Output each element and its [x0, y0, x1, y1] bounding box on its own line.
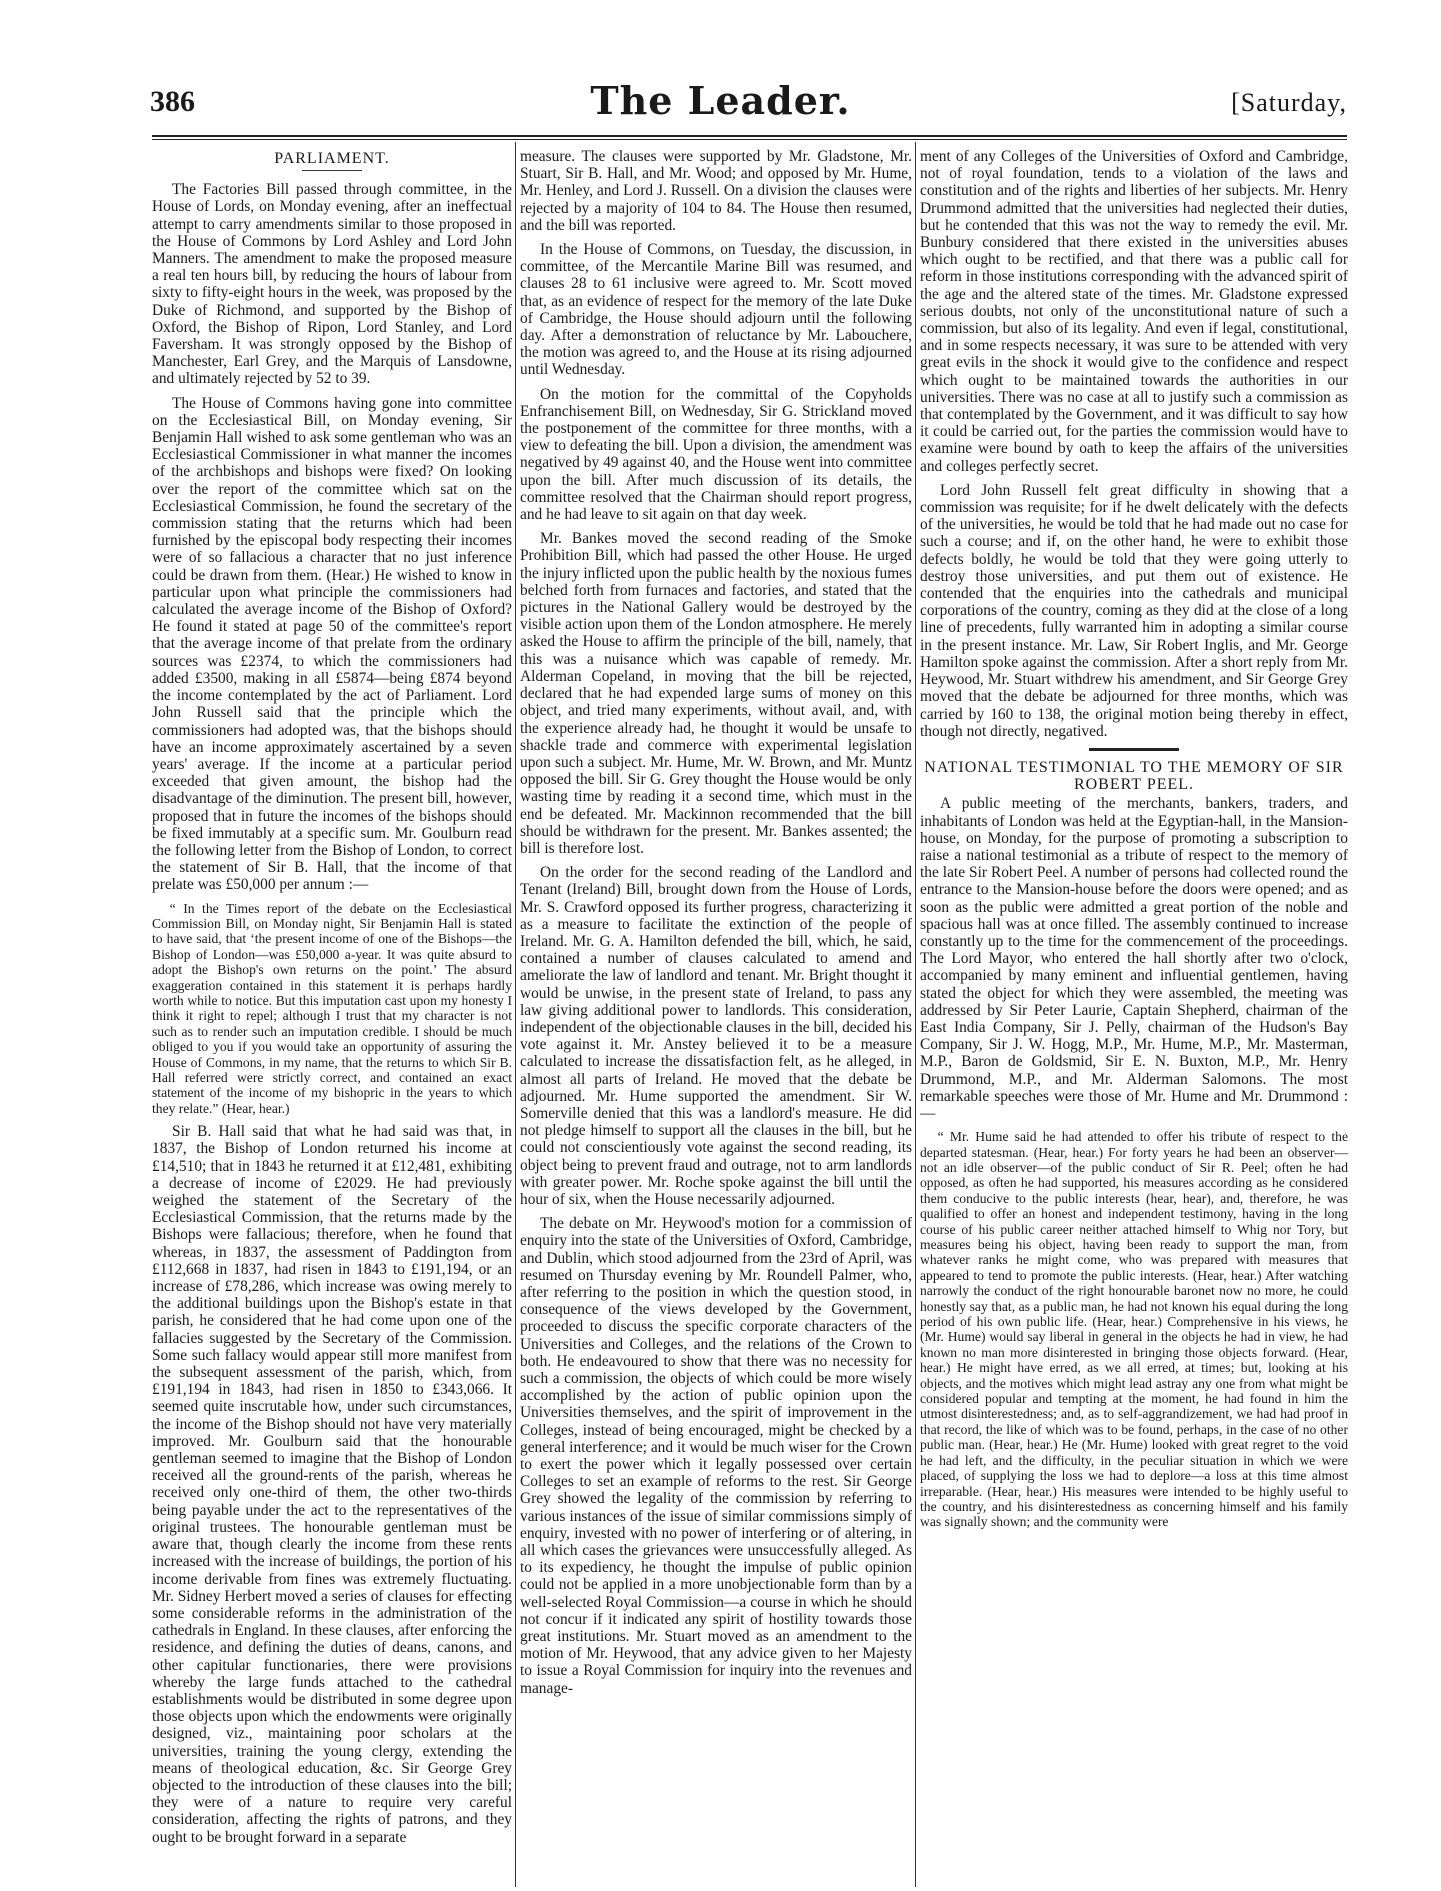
heading-rule	[302, 170, 362, 171]
header-rule-thin	[152, 139, 1347, 140]
paragraph: The House of Commons having gone into committee on the Ecclesiastical Bill, on Monday evening, Sir Benjamin Hall wished to ask some gentleman who was an Ecclesiastical Commissioner in what manner the incomes of the archbishops and bishops were fixed? On looking over the report of the committee which sat on the Ecclesiastical Commission, he found the secretary of the commission stating that the returns which had been furnished by the episcopal body respecting their incomes were of so fallacious a character that no just inference could be drawn from them. (Hear.) He wished to know in particular upon what principle the commissioners had calculated the average income of the Bishop of Oxford? He found it stated at page 50 of the committee's report that the average income of that prelate from the ordinary sources was £2374, to which the commissioners had added £3500, making in all £5874—being £874 beyond the income contemplated by the act of Parliament. Lord John Russell said that the principle which the commissioners had adopted was, that the bishops should have an income approximately ascertained by a seven years' average. If the income at a particular period exceeded that given amount, the bishop had the disadvantage of the diminution. The present bill, however, proposed that in future the incomes of the bishops should be fixed immutably at a specific sum. Mr. Goulburn read the following letter from the Bishop of London, to correct the statement of Sir B. Hall, that the income of that prelate was £50,000 per annum :—	[152, 394, 512, 894]
paragraph: ment of any Colleges of the Universities of Oxford and Cambridge, not of royal foundation, tends to a violation of the laws and constitution and of the rights and liberties of her subjects. Mr. Henry Drummond admitted that the universities had neglected their duties, but he contended that this was not the way to remedy the evil. Mr. Bunbury considered that there existed in the universities abuses which ought to be rectified, and that there was a public call for reform in those institutions corresponding with the advanced spirit of the age and the altered state of the times. Mr. Gladstone expressed serious doubts, not only of the unconstitutional nature of such a commission, but also of its legality. And even if legal, constitutional, and in some respects necessary, it was sure to be attended with very great evils in the shock it would give to the confidence and respect which ought to be maintained towards the authorities in our universities. There was no case at all to justify such a commission as that contemplated by the Government, and it was difficult to say how it could be carried out, for the parties the commission would have to examine were bound by oath to keep the affairs of the universities and colleges perfectly secret.	[920, 148, 1348, 475]
paragraph: measure. The clauses were supported by Mr. Gladstone, Mr. Stuart, Sir B. Hall, and Mr. Wood; and opposed by Mr. Hume, Mr. Henley, and Lord J. Russell. On a division the clauses were rejected by a majority of 104 to 84. The House then resumed, and the bill was reported.	[520, 148, 912, 234]
quoted-speech: “ Mr. Hume said he had attended to offer his tribute of respect to the departed statesman. (Hear, hear.) For forty years he had been an observer—not an idle observer—of the public conduct of Sir R. Peel; often he had opposed, as often he had supported, his measures according as he considered them conducive to the public interests (hear, hear), and, therefore, he was qualified to offer an honest and independent testimony, having in the long course of his public career neither attached himself to Whig nor Tory, but measures being his object, having been ready to support the man, from whatever ranks he might come, who was prepared with measures that appeared to tend to promote the public interests. (Hear, hear.) After watching narrowly the conduct of the right honourable baronet now no more, he could honestly say that, as a public man, he had not known his equal during the long period of his own public life. (Hear, hear.) Comprehensive in his views, he (Mr. Hume) would say liberal in general in the objects he had in view, he had known no man more disinterested in bringing those objects forward. (Hear, hear.) He might have erred, as we all erred, at times; but, looking at his objects, and the motives which might lead astray any one from what might be considered popular and tempting at the moment, he had found in him the utmost disinterestedness; and, as to self-aggrandizement, we had had proof in that record, the like of which was to be found, perhaps, in the case of no other public man. (Hear, hear.) He (Mr. Hume) looked with great regret to the void he had left, and the difficulty, in the peculiar situation in which we were placed, of supplying the loss we had to deplore—a loss at this time almost irreparable. (Hear, hear.) His measures were intended to be highly useful to the country, and his disinterestedness as concerning himself and his family was signally shown; and the community were	[920, 1129, 1348, 1530]
paragraph: Mr. Bankes moved the second reading of the Smoke Prohibition Bill, which had passed the other House. He urged the injury inflicted upon the public health by the noxious fumes belched forth from furnaces and factories, and stated that the pictures in the National Gallery would be destroyed by the visible action upon them of the London atmosphere. He merely asked the House to affirm the principle of the bill, namely, that this was a nuisance which was capable of remedy. Mr. Alderman Copeland, in moving that the bill be rejected, declared that he had expended large sums of money on this object, and tried many experiments, without avail, and, with the experience already had, he thought it would be unsafe to shackle trade and commerce with experimental legislation upon such a subject. Mr. Hume, Mr. W. Brown, and Mr. Muntz opposed the bill. Sir G. Grey thought the House would be only wasting time by reading it a second time, which must in the end be defeated. Mr. Mackinnon recommended that the bill should be withdrawn for the present. Mr. Bankes assented; the bill is therefore lost.	[520, 530, 912, 857]
quoted-letter: “ In the Times report of the debate on the Ecclesiastical Commission Bill, on Monday night, Sir Benjamin Hall is stated to have said, that ‘the present income of one of the Bishops—the Bishop of London—was £50,000 a-year. It was quite absurd to adopt the Bishop's own returns on the point.’ The absurd exaggeration contained in this statement it is perhaps hardly worth while to notice. But this imputation cast upon my honesty I think it right to repel; although I trust that my character is not such as to render such an imputation credible. I should be much obliged to you if you would take an opportunity of assuring the House of Commons, in my name, that the returns to which Sir B. Hall referred were strictly correct, and contained an exact statement of the income of my bishopric in the years to which they relate.” (Hear, hear.)	[152, 900, 512, 1116]
column-divider	[515, 142, 516, 1887]
column-3	[920, 148, 1348, 1883]
section-heading-peel-testimonial: NATIONAL TESTIMONIAL TO THE MEMORY OF SIR ROBERT PEEL.	[924, 758, 1344, 794]
newspaper-title: The Leader.	[590, 78, 851, 123]
section-rule	[1089, 748, 1179, 751]
section-heading-parliament: PARLIAMENT.	[274, 150, 390, 167]
paragraph: In the House of Commons, on Tuesday, the discussion, in committee, of the Mercantile Marine Bill was resumed, and clauses 28 to 61 inclusive were agreed to. Mr. Scott moved that, as an evidence of respect for the memory of the late Duke of Cambridge, the House should adjourn until the following day. After a demonstration of reluctance by Mr. Labouchere, the motion was agreed to, and the House at its rising adjourned until Wednesday.	[520, 241, 912, 379]
issue-day: [Saturday,	[1231, 88, 1347, 117]
column-divider	[915, 142, 916, 1887]
paragraph: On the motion for the committal of the Copyholds Enfranchisement Bill, on Wednesday, Sir G. Strickland moved the postponement of the committee for three months, with a view to defeating the bill. Upon a division, the amendment was negatived by 49 against 40, and the House went into committee upon the bill. After much discussion of its details, the committee resolved that the Chairman should report progress, and he had leave to sit again on that day week.	[520, 385, 912, 524]
column-1	[152, 148, 512, 1883]
paragraph: The debate on Mr. Heywood's motion for a commission of enquiry into the state of the Universities of Oxford, Cambridge, and Dublin, which stood adjourned from the 23rd of April, was resumed on Thursday evening by Mr. Roundell Palmer, who, after referring to the position in which the question stood, in consequence of the views developed by the Government, proceeded to discuss the specific corporate characters of the Universities and Colleges, and the relations of the Crown to both. He endeavoured to show that there was no necessity for such a commission, the objects of which could be more wisely accomplished by the action of public opinion upon the Universities themselves, and the spirit of improvement in the Colleges, instead of being encouraged, might be checked by a general interference; and it would be much wiser for the Crown to exert the power which it legally possessed over certain Colleges to set an example of reforms to the rest. Sir George Grey showed the legality of the commission by referring to various instances of the issue of similar commissions simply of enquiry, invested with no power of interfering or of altering, in all which cases the grievances were unsuccessfully alleged. As to its expediency, he thought the impulse of public opinion could not be applied in a more unobjectionable form than by a well-selected Royal Commission—a course in which he should not concur if it indicated any spirit of hostility towards those great institutions. Mr. Stuart moved as an amendment to the motion of Mr. Heywood, that any advice given to her Majesty to issue a Royal Commission for inquiry into the revenues and manage-	[520, 1215, 912, 1697]
paragraph: A public meeting of the merchants, bankers, traders, and inhabitants of London was held at the Egyptian-hall, in the Mansion-house, on Monday, for the purpose of promoting a subscription to raise a national testimonial as a tribute of respect to the memory of the late Sir Robert Peel. A number of persons had collected round the entrance to the Mansion-house before the doors were opened; and as soon as the public were admitted a great portion of the noble and spacious hall was at once filled. The assembly continued to increase constantly up to the time for the commencement of the proceedings. The Lord Mayor, who entered the hall shortly after two o'clock, accompanied by many eminent and influential gentlemen, having stated the object for which they were assembled, the meeting was addressed by Sir Peter Laurie, Captain Shepherd, chairman of the East India Company, Sir J. Pelly, chairman of the Hudson's Bay Company, Sir J. W. Hogg, M.P., Mr. Hume, M.P., Mr. Masterman, M.P., Baron de Goldsmid, Sir E. N. Buxton, M.P., Mr. Henry Drummond, M.P., and Mr. Alderman Salomons. The most remarkable speeches were those of Mr. Hume and Mr. Drummond :—	[920, 795, 1348, 1122]
page-number: 386	[150, 85, 195, 118]
paragraph: On the order for the second reading of the Landlord and Tenant (Ireland) Bill, brought down from the House of Lords, Mr. S. Crawford opposed its further progress, characterizing it as a measure to facilitate the extinction of the people of Ireland. Mr. G. A. Hamilton defended the bill, which, he said, contained a number of clauses calculated to amend and ameliorate the law of landlord and tenant. Mr. Bright thought it would be unwise, in the present state of Ireland, to pass any law giving additional power to landlords. This consideration, independent of the objectionable clauses in the bill, decided his vote against it. Mr. Anstey believed it to be a measure calculated to increase the dissatisfaction felt, as he alleged, in almost all parts of Ireland. He moved that the debate be adjourned. Mr. Hume supported the amendment. Sir W. Somerville denied that this was a landlord's measure. He did not pledge himself to support all the clauses in the bill, but he could not conscientiously vote against the second reading, its object being to prevent fraud and outrage, not to arm landlords with greater power. Mr. Roche spoke against the bill until the hour of six, when the House necessarily adjourned.	[520, 864, 912, 1208]
paragraph: The Factories Bill passed through committee, in the House of Lords, on Monday evening, after an ineffectual attempt to carry amendments similar to those proposed in the House of Commons by Lord Ashley and Lord John Manners. The amendment to make the proposed measure a real ten hours bill, by reducing the hours of labour from sixty to fifty-eight hours in the week, was proposed by the Duke of Richmond, and supported by the Bishop of Oxford, the Bishop of Ripon, Lord Stanley, and Lord Faversham. It was strongly opposed by the Bishop of Manchester, Earl Grey, and the Marquis of Lansdowne, and ultimately rejected by 52 to 39.	[152, 181, 512, 388]
header-rule	[152, 135, 1347, 137]
column-2	[520, 148, 912, 1883]
paragraph: Lord John Russell felt great difficulty in showing that a commission was requisite; for if he dwelt delicately with the defects of the universities, he would be told that he had made out no case for such a course; and if, on the other hand, he were to exhibit those defects boldly, he would be told that they were going utterly to destroy those universities, and put them out of existence. He contended that the enquiries into the cathedrals and municipal corporations of the country, coming as they did at the close of a long line of precedents, fully warranted him in adopting a similar course in the present instance. Mr. Law, Sir Robert Inglis, and Mr. George Hamilton spoke against the commission. After a short reply from Mr. Heywood, Mr. Stuart withdrew his amendment, and Sir George Grey moved that the debate be adjourned for three months, which was carried by 160 to 138, the original motion being thereby in effect, though not directly, negatived.	[920, 481, 1348, 740]
paragraph: Sir B. Hall said that what he had said was that, in 1837, the Bishop of London returned his income at £14,510; that in 1843 he returned it at £12,481, exhibiting a decrease of income of £2029. He had previously weighed the statement of the Secretary of the Ecclesiastical Commission, that the returns made by the Bishops were fallacious; therefore, when he found that whereas, in 1837, the assessment of Paddington from £112,668 in 1837, had risen in 1843 to £191,194, or an increase of £78,286, which increase was owing merely to the additional buildings upon the Bishop's estate in that parish, he considered that he had come upon one of the fallacies suggested by the Secretary of the Commission. Some such fallacy would appear still more manifest from the subsequent assessment of the parish, which, from £191,194 in 1843, had risen in 1850 to £343,066. It seemed quite inscrutable how, under such circumstances, the income of the Bishop should not have very materially improved. Mr. Goulburn said that the honourable gentleman seemed to imagine that the Bishop of London received all the ground-rents of the parish, whereas he received only one-third of them, the other two-thirds being payable under the act to the representatives of the original trustees. The honourable gentleman must be aware that, though clearly the income from these rents increased with the increase of buildings, the portion of his income derivable from fines was extremely fluctuating. Mr. Sidney Herbert moved a series of clauses for effecting some considerable reforms in the administration of the cathedrals in England. In these clauses, after enforcing the residence, and defining the duties of deans, canons, and other capitular functionaries, there were provisions whereby the large funds attached to the cathedral establishments would be distributed in some degree upon those objects upon which the endowments were originally designed, viz., maintaining poor scholars at the universities, training the young clergy, extending the means of theological education, &c. Sir George Grey objected to the introduction of these clauses into the bill; they were of a nature to require very careful consideration, affecting the rights of patrons, and they ought to be brought forward in a separate	[152, 1123, 512, 1846]
